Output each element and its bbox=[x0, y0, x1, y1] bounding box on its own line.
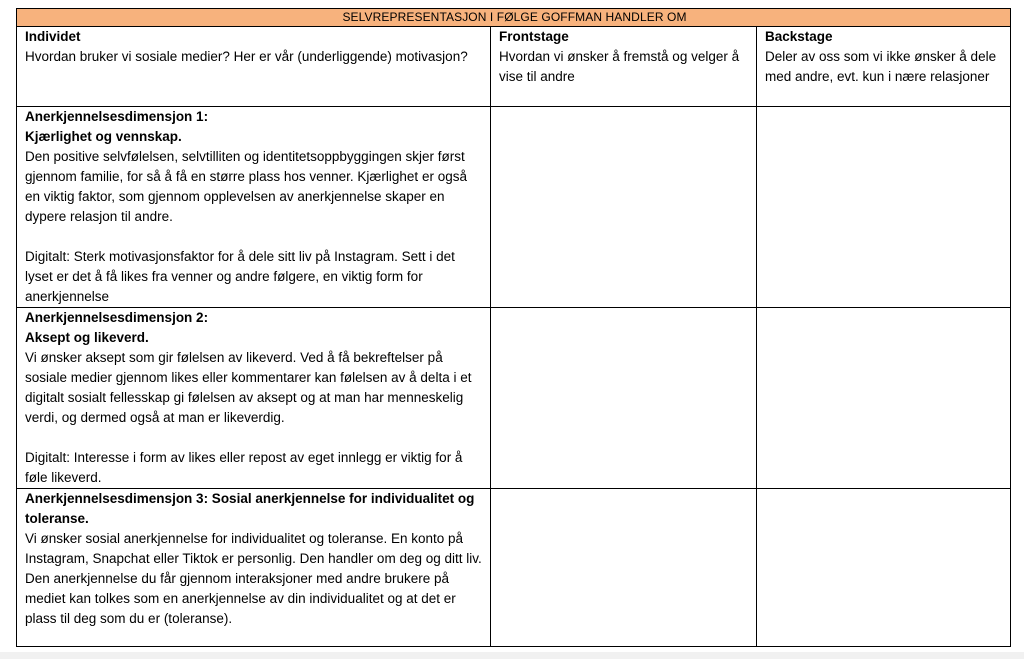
dimension-subheading: Aksept og likeverd. bbox=[25, 330, 149, 345]
dimension-cell-2 bbox=[17, 308, 491, 489]
frontstage-cell-1 bbox=[491, 107, 757, 308]
header-body-backstage: Deler av oss som vi ikke ønsker å dele med andre, evt. kun i nære relasjoner bbox=[765, 49, 997, 84]
dimension-body: Vi ønsker aksept som gir følelsen av likeverd. Ved å få bekreftelser på sosiale medier gjennom likes eller kommentarer kan følelsen av å delta i et digitalt sosialt fellesskap gi følelsen av aksept og at man har menneskelig verdi, og dermed også at man er likeverdig. bbox=[25, 350, 472, 425]
header-heading-individet: Individet bbox=[25, 29, 81, 44]
header-cell-backstage bbox=[757, 27, 1011, 107]
dimension-heading: Anerkjennelsesdimensjon 1: bbox=[25, 109, 209, 124]
dimension-body: Den positive selvfølelsen, selvtilliten og identitetsoppbyggingen skjer først gjennom familie, for så å få en større plass hos venner. Kjærlighet er også en viktig faktor, som gjennom opplevelsen av anerkjennelse skaper en dypere relasjon til andre. bbox=[25, 149, 467, 224]
dimension-heading: Anerkjennelsesdimensjon 3: Sosial anerkjennelse for individualitet og toleranse. bbox=[25, 491, 475, 526]
table-title: SELVREPRESENTASJON I FØLGE GOFFMAN HANDLER OM bbox=[17, 9, 1011, 27]
table-row bbox=[17, 107, 1011, 308]
header-body-frontstage: Hvordan vi ønsker å fremstå og velger å vise til andre bbox=[499, 49, 740, 84]
dimension-subheading: Kjærlighet og vennskap. bbox=[25, 129, 182, 144]
header-cell-frontstage bbox=[491, 27, 757, 107]
page-bottom-strip bbox=[0, 652, 1024, 659]
header-heading-frontstage: Frontstage bbox=[499, 29, 569, 44]
header-row bbox=[17, 27, 1011, 107]
backstage-cell-3 bbox=[757, 489, 1011, 647]
backstage-cell-1 bbox=[757, 107, 1011, 308]
header-heading-backstage: Backstage bbox=[765, 29, 833, 44]
header-body-individet: Hvordan bruker vi sosiale medier? Her er vår (underliggende) motivasjon? bbox=[25, 49, 468, 64]
dimension-digital: Digitalt: Interesse i form av likes eller repost av eget innlegg er viktig for å føle likeverd. bbox=[25, 450, 463, 485]
dimension-heading: Anerkjennelsesdimensjon 2: bbox=[25, 310, 209, 325]
dimension-body: Vi ønsker sosial anerkjennelse for individualitet og toleranse. En konto på Instagram, Snapchat eller Tiktok er personlig. Den handler om deg og ditt liv. Den anerkjennelse du får gjennom interaksjoner med andre brukere på mediet kan tolkes som en anerkjennelse av din individualitet og at det er plass til deg som du er (toleranse). bbox=[25, 531, 482, 626]
dimension-cell-3 bbox=[17, 489, 491, 647]
dimension-digital: Digitalt: Sterk motivasjonsfaktor for å dele sitt liv på Instagram. Sett i det lyset er det å få likes fra venner og andre følgere, en viktig form for anerkjennelse bbox=[25, 249, 455, 304]
dimension-cell-1 bbox=[17, 107, 491, 308]
table-row bbox=[17, 308, 1011, 489]
backstage-cell-2 bbox=[757, 308, 1011, 489]
table-row bbox=[17, 489, 1011, 647]
paragraph-gap bbox=[25, 227, 484, 247]
title-row bbox=[17, 9, 1011, 27]
paragraph-gap bbox=[25, 428, 484, 448]
frontstage-cell-3 bbox=[491, 489, 757, 647]
frontstage-cell-2 bbox=[491, 308, 757, 489]
goffman-table bbox=[16, 8, 1011, 647]
header-cell-individet bbox=[17, 27, 491, 107]
